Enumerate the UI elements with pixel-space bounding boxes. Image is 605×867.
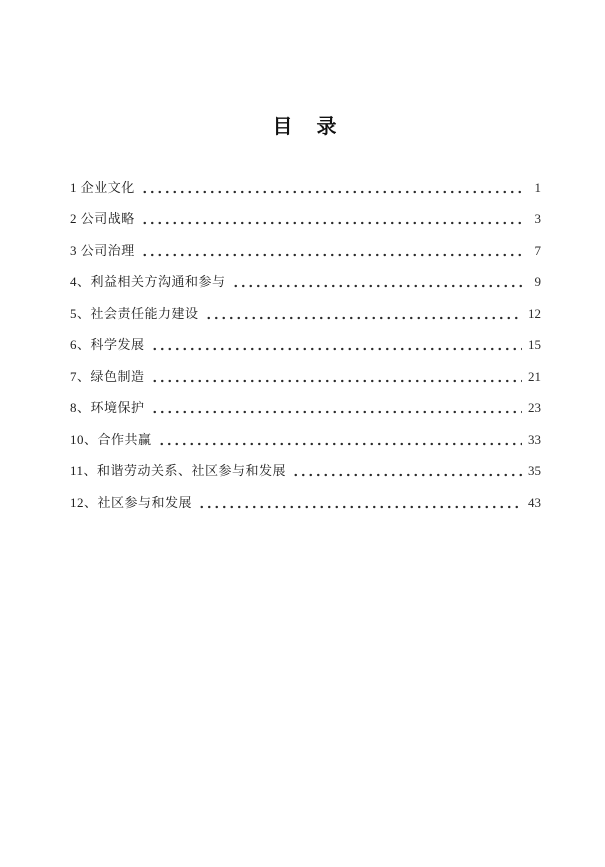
toc-entry[interactable] bbox=[70, 487, 541, 519]
toc-page-number: 9 bbox=[534, 274, 541, 290]
toc-page-number: 15 bbox=[528, 337, 541, 353]
toc-page-number: 21 bbox=[528, 368, 541, 384]
toc-entry-label: 8、环境保护 bbox=[70, 400, 145, 416]
toc-page-number: 35 bbox=[528, 463, 541, 479]
toc-entry[interactable] bbox=[70, 235, 541, 267]
toc-entry[interactable] bbox=[70, 393, 541, 425]
toc-entry-label: 6、科学发展 bbox=[70, 337, 145, 353]
toc-entry[interactable] bbox=[70, 424, 541, 456]
toc-entry[interactable] bbox=[70, 330, 541, 362]
toc-entry-label: 11、和谐劳动关系、社区参与和发展 bbox=[70, 463, 287, 479]
toc-page-number: 3 bbox=[534, 211, 541, 227]
toc-dot-leader bbox=[205, 307, 522, 321]
toc-dot-leader bbox=[158, 433, 522, 447]
toc-page-number: 33 bbox=[528, 431, 541, 447]
toc-entry-label: 2 公司战略 bbox=[70, 211, 135, 227]
toc-dot-leader bbox=[151, 338, 522, 352]
toc-entry-label: 10、合作共赢 bbox=[70, 431, 152, 447]
toc-entry-label: 12、社区参与和发展 bbox=[70, 494, 193, 510]
toc-entry-label: 5、社会责任能力建设 bbox=[70, 305, 199, 321]
toc-entry-label: 7、绿色制造 bbox=[70, 368, 145, 384]
toc-entry-label: 3 公司治理 bbox=[70, 242, 135, 258]
toc-entry-label: 4、利益相关方沟通和参与 bbox=[70, 274, 226, 290]
toc-entry[interactable] bbox=[70, 204, 541, 236]
toc-page-number: 43 bbox=[528, 494, 541, 510]
toc-page-number: 12 bbox=[528, 305, 541, 321]
toc-entry[interactable] bbox=[70, 267, 541, 299]
toc-entry[interactable] bbox=[70, 172, 541, 204]
toc-dot-leader bbox=[292, 464, 522, 478]
toc-page-number: 7 bbox=[534, 242, 541, 258]
toc-entry[interactable] bbox=[70, 361, 541, 393]
toc-list bbox=[70, 172, 541, 519]
toc-dot-leader bbox=[151, 401, 522, 415]
toc-entry-label: 1 企业文化 bbox=[70, 179, 135, 195]
toc-entry[interactable] bbox=[70, 456, 541, 488]
toc-dot-leader bbox=[141, 181, 522, 195]
toc-dot-leader bbox=[198, 496, 522, 510]
toc-dot-leader bbox=[141, 244, 522, 258]
toc-page-number: 23 bbox=[528, 400, 541, 416]
toc-page-number: 1 bbox=[534, 179, 541, 195]
toc-title: 目 录 bbox=[272, 116, 339, 138]
toc-dot-leader bbox=[151, 370, 522, 384]
toc-entry[interactable] bbox=[70, 298, 541, 330]
toc-dot-leader bbox=[141, 212, 522, 226]
toc-dot-leader bbox=[232, 275, 522, 289]
